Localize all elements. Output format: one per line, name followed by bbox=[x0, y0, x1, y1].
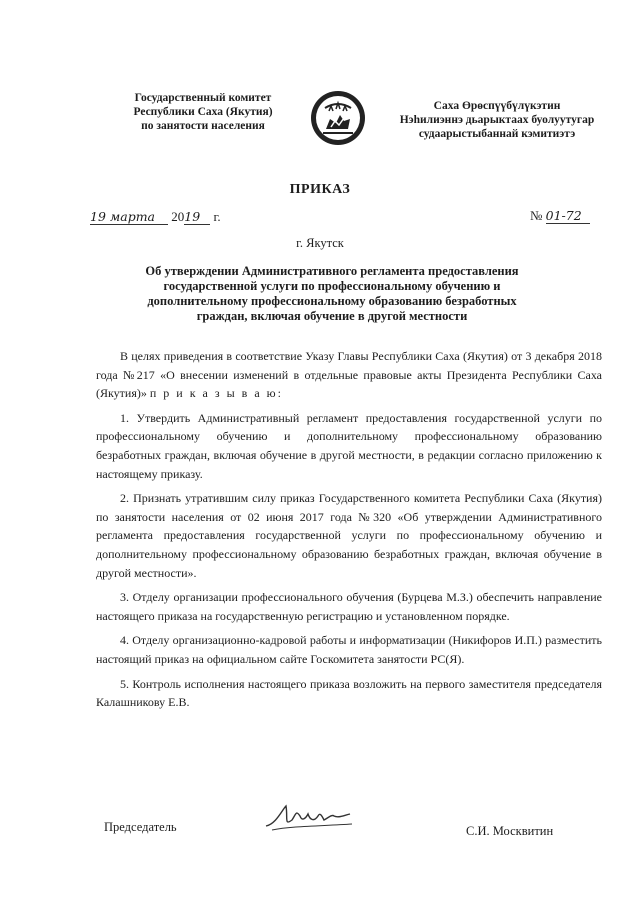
header-right-line: Саха Өрөспүүбүлүкэтин bbox=[433, 100, 561, 112]
order-item: 3. Отделу организации профессионального обучения (Бурцева М.З.) обеспечить направление настоящего приказа на государственную регистрацию и установленном порядке. bbox=[96, 590, 602, 623]
date-year-suffix: 19 bbox=[184, 209, 210, 225]
document-body bbox=[96, 347, 602, 718]
order-item: 5. Контроль исполнения настоящего приказа возложить на первого заместителя председателя Калашникову Е.В. bbox=[96, 676, 602, 710]
heading-line: Об утверждении Административного регламента предоставления bbox=[145, 264, 519, 278]
order-item: 1. Утвердить Административный регламент предоставления государственной услуги по профессиональному обучению и дополнительному профессиональному образованию безработных граждан, включая обучение в другой местности, в редакции согласно приложению к настоящему приказу. bbox=[96, 410, 602, 481]
signatory-name: С.И. Москвитин bbox=[466, 824, 554, 838]
handwritten-signature bbox=[262, 796, 358, 836]
sakha-republic-emblem-icon bbox=[309, 89, 367, 147]
intro-paragraph bbox=[96, 347, 602, 403]
heading-line: граждан, включая обучение в другой местности bbox=[196, 309, 468, 323]
date-unit: г. bbox=[213, 209, 221, 224]
header-right-org bbox=[372, 99, 622, 141]
document-date bbox=[90, 209, 221, 225]
intro-order-word: п р и к а з ы в а ю: bbox=[149, 386, 283, 401]
header-right-line: судаарыстыбаннай кэмитиэтэ bbox=[418, 128, 576, 140]
document-number bbox=[530, 208, 590, 224]
header-left-line: Республики Саха (Якутия) bbox=[133, 106, 273, 118]
number-value: 01-72 bbox=[546, 208, 590, 224]
header-left-line: по занятости населения bbox=[141, 120, 265, 132]
header-left-org bbox=[98, 91, 308, 133]
document-city: г. Якутск bbox=[296, 236, 344, 250]
document-title: ПРИКАЗ bbox=[289, 182, 351, 197]
intro-text: В целях приведения в соответствие Указу Главы Республики Саха (Якутия) от 3 декабря 2018 года №217 «О внесении изменений в отдельные правовые акты Президента Республики Саха (Якутия)» bbox=[96, 349, 602, 401]
header-left-line: Государственный комитет bbox=[134, 92, 272, 104]
order-item: 4. Отделу организационно-кадровой работы и информатизации (Никифоров И.П.) разместить настоящий приказ на официальном сайте Госкомитета занятости РС(Я). bbox=[96, 633, 602, 666]
header-right-line: Нэһилиэннэ дьарыктаах буолуутугар bbox=[399, 114, 595, 126]
date-day: 19 марта bbox=[90, 209, 168, 225]
document-heading bbox=[102, 264, 562, 324]
signatory-position: Председатель bbox=[104, 820, 177, 834]
heading-line: государственной услуги по профессиональному обучению и bbox=[163, 279, 501, 293]
heading-line: дополнительному профессиональному образованию безработных bbox=[147, 294, 517, 308]
date-year-prefix: 20 bbox=[171, 209, 185, 224]
order-item: 2. Признать утратившим силу приказ Государственного комитета Республики Саха (Якутия) по занятости населения от 02 июня 2017 года №320 «Об утверждении Административного регламента предоставления государственной услуги по профессиональному обучению и дополнительному профессиональному образованию безработных граждан, включая обучение в другой местности». bbox=[96, 491, 602, 580]
number-prefix: № bbox=[530, 208, 543, 223]
